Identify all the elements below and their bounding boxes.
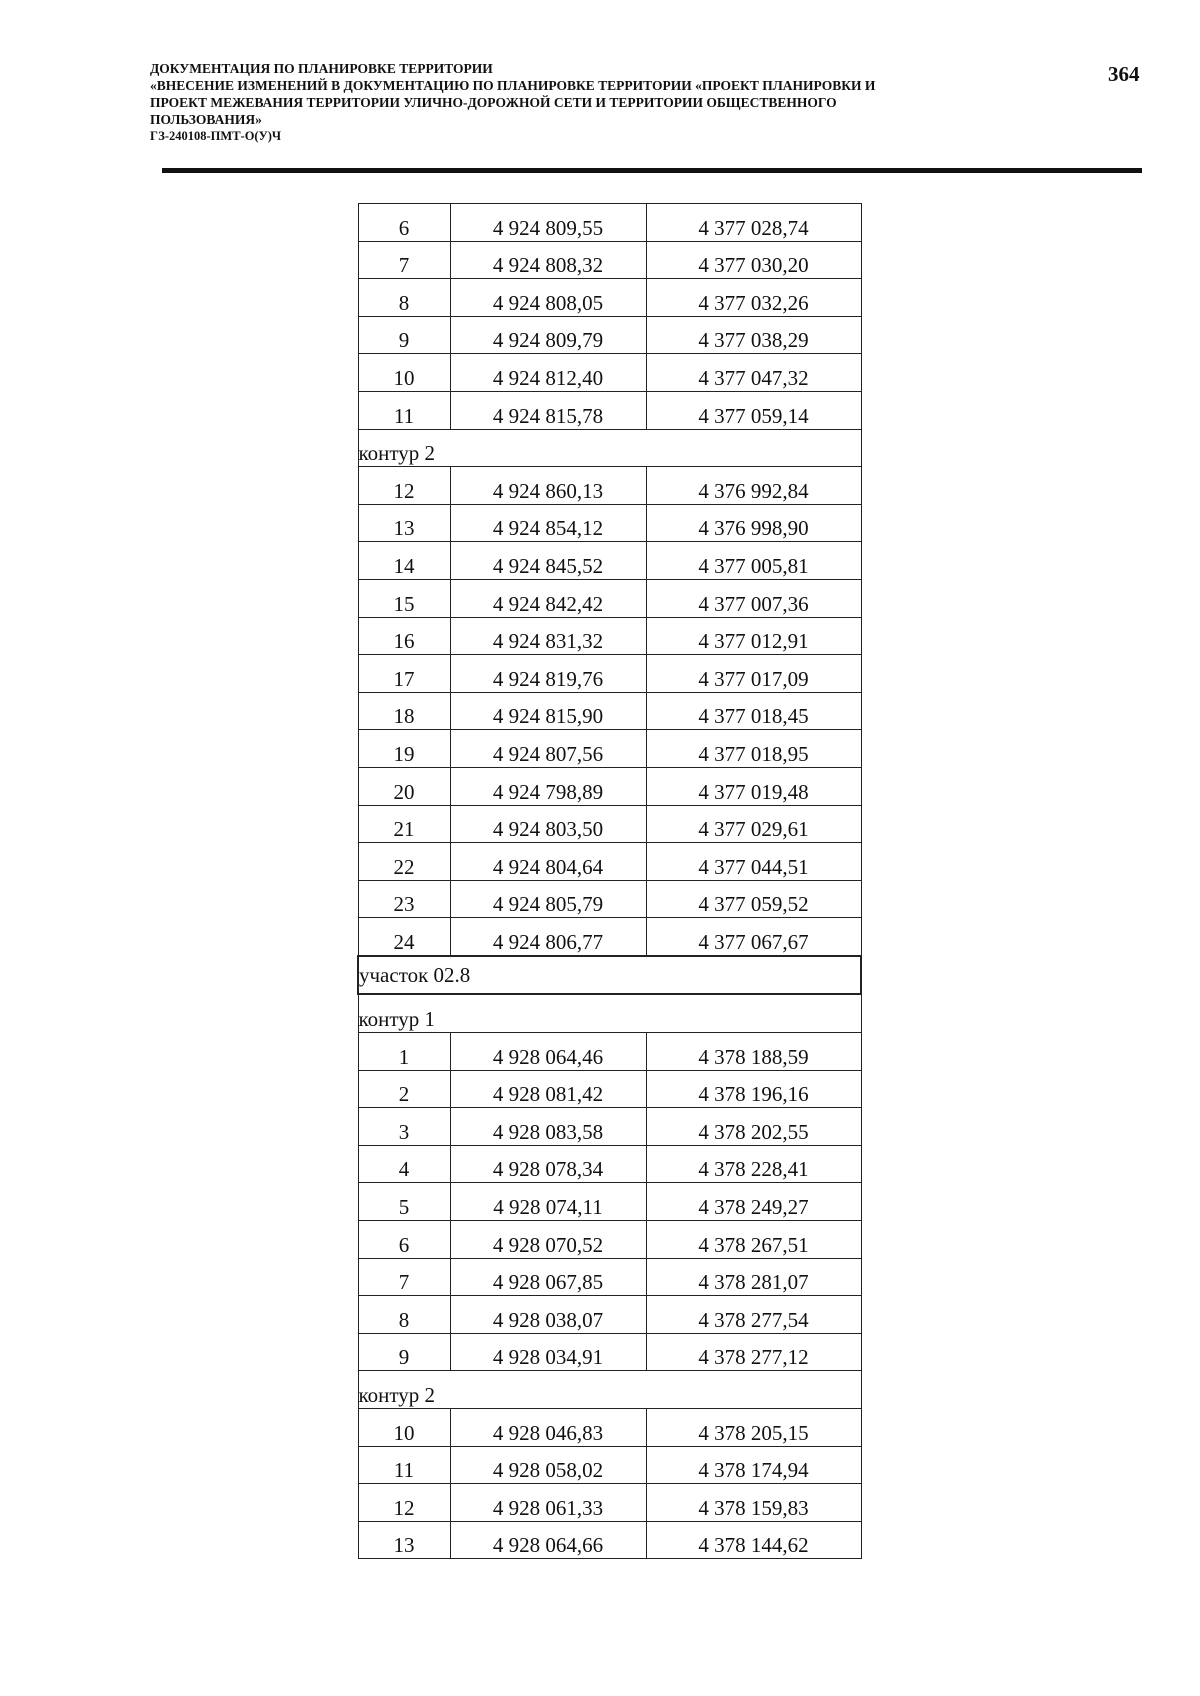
point-number-cell: 7 [358, 1258, 450, 1296]
y-coordinate-cell: 4 377 029,61 [646, 805, 861, 843]
y-coordinate-cell: 4 377 012,91 [646, 617, 861, 655]
point-number-cell: 5 [358, 1183, 450, 1221]
table-row [358, 1145, 861, 1183]
table-row [358, 1446, 861, 1484]
table-row [358, 1258, 861, 1296]
point-number-cell: 2 [358, 1070, 450, 1108]
x-coordinate-cell: 4 924 803,50 [450, 805, 646, 843]
x-coordinate-cell: 4 924 804,64 [450, 843, 646, 881]
point-number-cell: 22 [358, 843, 450, 881]
y-coordinate-cell: 4 378 277,12 [646, 1333, 861, 1371]
table-row [358, 542, 861, 580]
table-row [358, 655, 861, 693]
y-coordinate-cell: 4 377 028,74 [646, 204, 861, 242]
contour-label: контур 2 [358, 429, 861, 467]
contour-label: контур 1 [358, 994, 861, 1032]
y-coordinate-cell: 4 378 202,55 [646, 1108, 861, 1146]
table-row [358, 1409, 861, 1447]
point-number-cell: 13 [358, 504, 450, 542]
point-number-cell: 14 [358, 542, 450, 580]
y-coordinate-cell: 4 378 249,27 [646, 1183, 861, 1221]
header-title-line-4: ПОЛЬЗОВАНИЯ» [150, 112, 262, 127]
table-row [358, 617, 861, 655]
table-row [358, 467, 861, 505]
x-coordinate-cell: 4 924 808,32 [450, 241, 646, 279]
contour-label: контур 2 [358, 1371, 861, 1409]
y-coordinate-cell: 4 377 059,14 [646, 391, 861, 429]
x-coordinate-cell: 4 924 845,52 [450, 542, 646, 580]
table-row [358, 692, 861, 730]
y-coordinate-cell: 4 377 018,95 [646, 730, 861, 768]
x-coordinate-cell: 4 928 070,52 [450, 1221, 646, 1259]
y-coordinate-cell: 4 378 281,07 [646, 1258, 861, 1296]
table-row [358, 1521, 861, 1559]
y-coordinate-cell: 4 377 059,52 [646, 880, 861, 918]
header-title-line-1: ДОКУМЕНТАЦИЯ ПО ПЛАНИРОВКЕ ТЕРРИТОРИИ [150, 61, 493, 76]
header-title-line-3: ПРОЕКТ МЕЖЕВАНИЯ ТЕРРИТОРИИ УЛИЧНО-ДОРОЖНОЙ СЕТИ И ТЕРРИТОРИИ ОБЩЕСТВЕННОГО [150, 95, 837, 110]
y-coordinate-cell: 4 378 174,94 [646, 1446, 861, 1484]
point-number-cell: 6 [358, 204, 450, 242]
x-coordinate-cell: 4 928 034,91 [450, 1333, 646, 1371]
y-coordinate-cell: 4 378 205,15 [646, 1409, 861, 1447]
x-coordinate-cell: 4 924 806,77 [450, 918, 646, 956]
point-number-cell: 20 [358, 767, 450, 805]
point-number-cell: 3 [358, 1108, 450, 1146]
x-coordinate-cell: 4 924 807,56 [450, 730, 646, 768]
coordinates-table [357, 203, 862, 1559]
y-coordinate-cell: 4 377 067,67 [646, 918, 861, 956]
point-number-cell: 4 [358, 1145, 450, 1183]
table-row [358, 1070, 861, 1108]
document-code: ГЗ-240108-ПМТ-О(У)Ч [150, 129, 282, 143]
y-coordinate-cell: 4 378 228,41 [646, 1145, 861, 1183]
header-divider [162, 168, 1142, 173]
table-row [358, 1033, 861, 1071]
y-coordinate-cell: 4 377 017,09 [646, 655, 861, 693]
x-coordinate-cell: 4 924 815,90 [450, 692, 646, 730]
x-coordinate-cell: 4 928 061,33 [450, 1484, 646, 1522]
table-row [358, 805, 861, 843]
point-number-cell: 9 [358, 1333, 450, 1371]
y-coordinate-cell: 4 378 159,83 [646, 1484, 861, 1522]
point-number-cell: 21 [358, 805, 450, 843]
table-row [358, 504, 861, 542]
y-coordinate-cell: 4 376 992,84 [646, 467, 861, 505]
section-header-row [358, 956, 861, 995]
x-coordinate-cell: 4 928 078,34 [450, 1145, 646, 1183]
y-coordinate-cell: 4 377 018,45 [646, 692, 861, 730]
x-coordinate-cell: 4 924 805,79 [450, 880, 646, 918]
table-row [358, 1108, 861, 1146]
x-coordinate-cell: 4 924 798,89 [450, 767, 646, 805]
x-coordinate-cell: 4 928 081,42 [450, 1070, 646, 1108]
contour-label-row [358, 1371, 861, 1409]
table-row [358, 1183, 861, 1221]
point-number-cell: 23 [358, 880, 450, 918]
document-header [150, 60, 1110, 145]
x-coordinate-cell: 4 924 809,79 [450, 316, 646, 354]
table-row [358, 843, 861, 881]
point-number-cell: 7 [358, 241, 450, 279]
x-coordinate-cell: 4 928 038,07 [450, 1296, 646, 1334]
y-coordinate-cell: 4 377 032,26 [646, 279, 861, 317]
x-coordinate-cell: 4 924 842,42 [450, 579, 646, 617]
point-number-cell: 17 [358, 655, 450, 693]
x-coordinate-cell: 4 924 812,40 [450, 354, 646, 392]
x-coordinate-cell: 4 924 854,12 [450, 504, 646, 542]
point-number-cell: 10 [358, 354, 450, 392]
x-coordinate-cell: 4 928 064,66 [450, 1521, 646, 1559]
table-row [358, 204, 861, 242]
contour-label-row [358, 994, 861, 1032]
table-row [358, 767, 861, 805]
y-coordinate-cell: 4 377 044,51 [646, 843, 861, 881]
point-number-cell: 12 [358, 467, 450, 505]
point-number-cell: 11 [358, 391, 450, 429]
point-number-cell: 11 [358, 1446, 450, 1484]
y-coordinate-cell: 4 378 196,16 [646, 1070, 861, 1108]
contour-label-row [358, 429, 861, 467]
table-row [358, 1484, 861, 1522]
point-number-cell: 18 [358, 692, 450, 730]
table-row [358, 279, 861, 317]
y-coordinate-cell: 4 377 030,20 [646, 241, 861, 279]
table-row [358, 880, 861, 918]
table-row [358, 1333, 861, 1371]
point-number-cell: 24 [358, 918, 450, 956]
table-row [358, 579, 861, 617]
coordinates-table-body [358, 204, 861, 1559]
point-number-cell: 8 [358, 1296, 450, 1334]
table-row [358, 730, 861, 768]
point-number-cell: 8 [358, 279, 450, 317]
point-number-cell: 6 [358, 1221, 450, 1259]
point-number-cell: 16 [358, 617, 450, 655]
y-coordinate-cell: 4 377 007,36 [646, 579, 861, 617]
table-row [358, 316, 861, 354]
section-label: участок 02.8 [358, 956, 861, 995]
x-coordinate-cell: 4 924 809,55 [450, 204, 646, 242]
x-coordinate-cell: 4 924 815,78 [450, 391, 646, 429]
x-coordinate-cell: 4 924 860,13 [450, 467, 646, 505]
x-coordinate-cell: 4 928 058,02 [450, 1446, 646, 1484]
y-coordinate-cell: 4 377 019,48 [646, 767, 861, 805]
table-row [358, 918, 861, 956]
table-row [358, 1221, 861, 1259]
point-number-cell: 10 [358, 1409, 450, 1447]
x-coordinate-cell: 4 924 808,05 [450, 279, 646, 317]
point-number-cell: 13 [358, 1521, 450, 1559]
point-number-cell: 9 [358, 316, 450, 354]
point-number-cell: 12 [358, 1484, 450, 1522]
y-coordinate-cell: 4 377 047,32 [646, 354, 861, 392]
y-coordinate-cell: 4 378 267,51 [646, 1221, 861, 1259]
x-coordinate-cell: 4 928 083,58 [450, 1108, 646, 1146]
page-number: 364 [1108, 62, 1140, 86]
point-number-cell: 19 [358, 730, 450, 768]
table-row [358, 354, 861, 392]
table-row [358, 1296, 861, 1334]
header-title-line-2: «ВНЕСЕНИЕ ИЗМЕНЕНИЙ В ДОКУМЕНТАЦИЮ ПО ПЛАНИРОВКЕ ТЕРРИТОРИИ «ПРОЕКТ ПЛАНИРОВКИ И [150, 78, 876, 93]
table-row [358, 241, 861, 279]
y-coordinate-cell: 4 376 998,90 [646, 504, 861, 542]
point-number-cell: 15 [358, 579, 450, 617]
x-coordinate-cell: 4 924 831,32 [450, 617, 646, 655]
y-coordinate-cell: 4 378 277,54 [646, 1296, 861, 1334]
table-row [358, 391, 861, 429]
x-coordinate-cell: 4 928 074,11 [450, 1183, 646, 1221]
y-coordinate-cell: 4 377 005,81 [646, 542, 861, 580]
x-coordinate-cell: 4 928 046,83 [450, 1409, 646, 1447]
y-coordinate-cell: 4 378 188,59 [646, 1033, 861, 1071]
x-coordinate-cell: 4 928 064,46 [450, 1033, 646, 1071]
y-coordinate-cell: 4 378 144,62 [646, 1521, 861, 1559]
x-coordinate-cell: 4 924 819,76 [450, 655, 646, 693]
point-number-cell: 1 [358, 1033, 450, 1071]
y-coordinate-cell: 4 377 038,29 [646, 316, 861, 354]
x-coordinate-cell: 4 928 067,85 [450, 1258, 646, 1296]
